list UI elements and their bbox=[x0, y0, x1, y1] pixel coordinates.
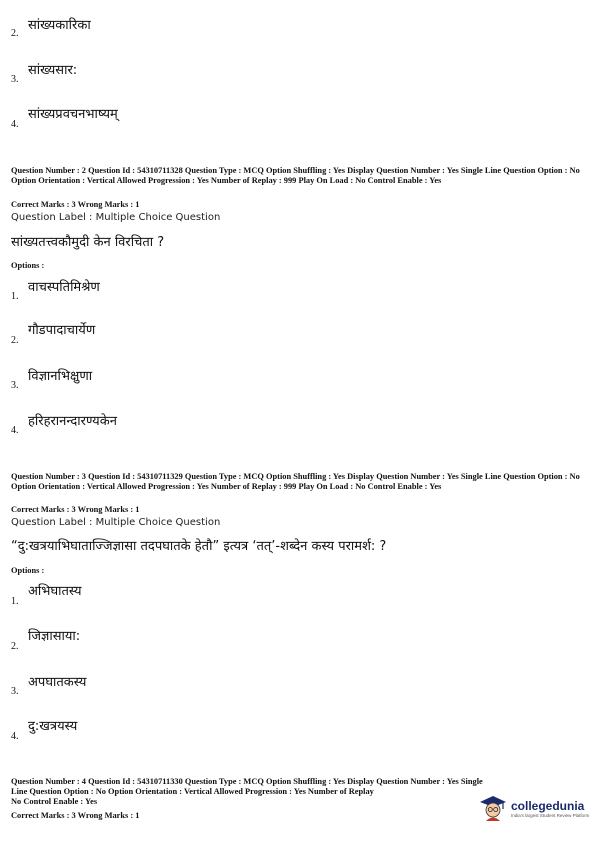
question-meta: Question Number : 3 Question Id : 54310711329 Question Type : MCQ Option Shuffling : Yes Display Question Number : Yes Single Line Question Option : No Option Orientation : Vertical Allowed Progression : Yes Number of Replay : 999 Play On Load : No Control Enable : Yes bbox=[11, 472, 580, 492]
option-text: दु:खत्रयस्य bbox=[28, 719, 78, 734]
option-number: 3. bbox=[11, 380, 19, 391]
option-text: अपघातकस्य bbox=[28, 675, 87, 690]
option-number: 1. bbox=[11, 596, 19, 607]
question-text: सांख्यतत्त्वकौमुदी केन विरचिता ? bbox=[11, 235, 165, 250]
option-number: 1. bbox=[11, 291, 19, 302]
option-text: वाचस्पतिमिश्रेण bbox=[28, 280, 100, 295]
option-number: 2. bbox=[11, 641, 19, 652]
marks-info: Correct Marks : 3 Wrong Marks : 1 bbox=[11, 505, 140, 514]
options-label: Options : bbox=[11, 566, 45, 575]
question-label: Question Label : Multiple Choice Question bbox=[11, 517, 221, 528]
marks-info: Correct Marks : 3 Wrong Marks : 1 bbox=[11, 200, 140, 209]
question-text: “दु:खत्रयाभिघाताज्जिज्ञासा तदपघातके हेतौ” इत्यत्र ‘तत्’-शब्देन कस्य परामर्श: ? bbox=[11, 539, 387, 554]
option-text: सांख्यप्रवचनभाष्यम् bbox=[28, 107, 118, 122]
logo-name: collegedunia bbox=[511, 798, 585, 813]
option-number: 3. bbox=[11, 74, 19, 85]
option-number: 2. bbox=[11, 28, 19, 39]
option-number: 2. bbox=[11, 335, 19, 346]
student-mascot-icon bbox=[478, 793, 508, 823]
collegedunia-logo bbox=[478, 791, 590, 825]
option-text: सांख्यकारिका bbox=[28, 18, 91, 33]
option-text: सांख्यसार: bbox=[28, 63, 78, 78]
question-meta: Question Number : 2 Question Id : 54310711328 Question Type : MCQ Option Shuffling : Yes Display Question Number : Yes Single Line Question Option : No Option Orientation : Vertical Allowed Progression : Yes Number of Replay : 999 Play On Load : No Control Enable : Yes bbox=[11, 166, 580, 186]
question-meta-line3: No Control Enable : Yes bbox=[11, 797, 98, 806]
options-label: Options : bbox=[11, 261, 45, 270]
option-text: हरिहरानन्दारण्यकेन bbox=[28, 414, 117, 429]
option-text: गौडपादाचार्येण bbox=[28, 323, 96, 338]
marks-info: Correct Marks : 3 Wrong Marks : 1 bbox=[11, 811, 140, 820]
option-number: 4. bbox=[11, 119, 19, 130]
option-text: जिज्ञासाया: bbox=[28, 629, 81, 644]
logo-tagline: India's largest Student Review Platform bbox=[511, 812, 590, 818]
option-number: 4. bbox=[11, 425, 19, 436]
option-text: विज्ञानभिक्षुणा bbox=[28, 369, 93, 384]
question-meta: Question Number : 4 Question Id : 54310711330 Question Type : MCQ Option Shuffling : Yes Display Question Number : Yes Single Line Question Option : No Option Orientation : Vertical Allowed Progression : Yes Number of Replay bbox=[11, 777, 483, 797]
question-label: Question Label : Multiple Choice Question bbox=[11, 212, 221, 223]
option-number: 4. bbox=[11, 731, 19, 742]
option-number: 3. bbox=[11, 686, 19, 697]
option-text: अभिघातस्य bbox=[28, 584, 82, 599]
